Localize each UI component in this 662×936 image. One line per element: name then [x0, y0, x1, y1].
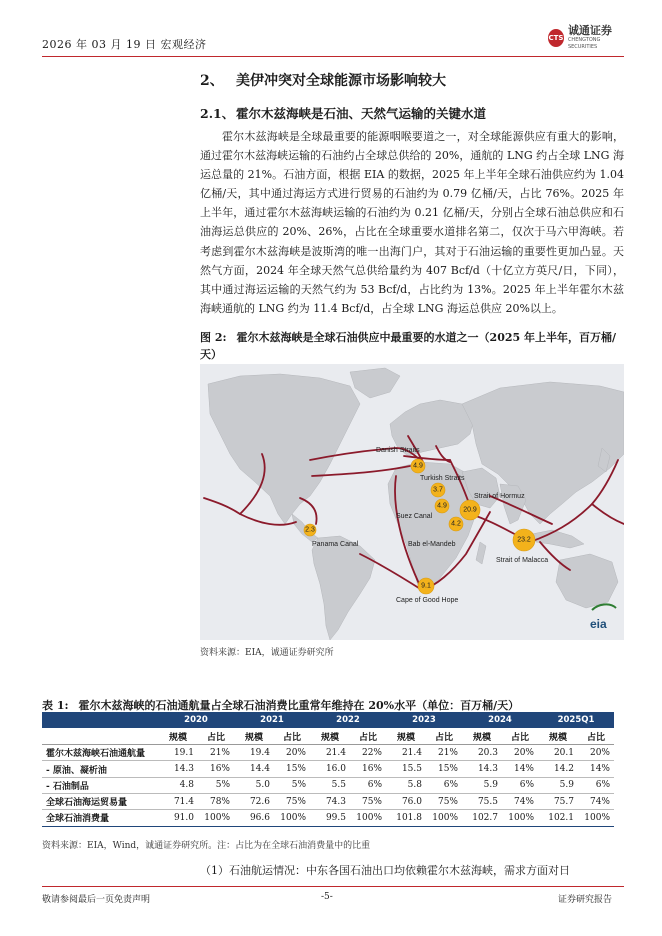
table-cell-share: 5% [215, 780, 230, 791]
table-cell-scale: 5.0 [255, 780, 270, 791]
table-cell-share: 20% [589, 747, 610, 758]
table-cell-scale: 20.3 [477, 747, 498, 758]
sub-header-scale: 规模 [234, 728, 274, 744]
table-cell-scale: 74.3 [325, 796, 346, 807]
table-row [42, 761, 614, 777]
land-madagascar [476, 542, 486, 564]
logo-badge-icon: CTS [548, 29, 564, 47]
table-cell-scale: 101.8 [396, 812, 422, 823]
paragraph-oil-shipping: （1）石油航运情况：中东各国石油出口均依赖霍尔木兹海峡，需求方面对日 [200, 864, 570, 877]
bubble-value-cape-of-good-hope: 9.1 [421, 582, 431, 590]
table-cell-scale: 75.7 [553, 796, 574, 807]
table-cell-share: 75% [285, 796, 306, 807]
table-cell-share: 75% [437, 796, 458, 807]
table-body [42, 745, 614, 826]
table-cell-scale: 71.4 [173, 796, 194, 807]
chokepoint-map [200, 364, 624, 640]
label-strait-of-malacca: Strait of Malacca [496, 557, 549, 564]
table-cell-share: 100% [584, 812, 610, 823]
sub-header-scale: 规模 [538, 728, 578, 744]
sub-header-share: 占比 [426, 728, 462, 744]
sub-header-scale: 规模 [462, 728, 502, 744]
section-number: 2、 [200, 73, 224, 89]
table-sub-header-blank [42, 728, 158, 744]
table-cell-scale: 19.4 [249, 747, 270, 758]
subsection-title: 霍尔木兹海峡是石油、天然气运输的关键水道 [236, 106, 487, 121]
table-header-blank [42, 712, 158, 728]
label-suez-canal: Suez Canal [396, 513, 433, 520]
bubble-value-danish-straits: 4.9 [413, 462, 423, 470]
table-cell-scale: 4.8 [179, 780, 194, 791]
figure-title: 霍尔木兹海峡是全球石油供应中最重要的水道之一（2025 年上半年，百万桶/天） [200, 331, 617, 361]
table-sub-header-row [42, 728, 614, 744]
year-header-2021: 2021 [234, 712, 310, 728]
table-cell-scale: 102.7 [472, 812, 498, 823]
table-row [42, 810, 614, 826]
label-danish-straits: Danish Straits [376, 447, 420, 454]
table-cell-scale: 96.6 [249, 812, 270, 823]
table-cell-share: 100% [356, 812, 382, 823]
page-number: -5- [321, 892, 333, 902]
table-cell-scale: 20.1 [553, 747, 574, 758]
land-south-america [312, 536, 375, 640]
footer-report-type: 证券研究报告 [558, 895, 613, 905]
table-row [42, 793, 614, 809]
table-cell-scale: 21.4 [401, 747, 422, 758]
table-cell-share: 6% [519, 780, 534, 791]
table-cell-share: 5% [291, 780, 306, 791]
subsection-number: 2.1、 [200, 106, 235, 121]
table-label: 表 1: [42, 699, 69, 712]
land-greenland [350, 368, 400, 398]
year-header-2022: 2022 [310, 712, 386, 728]
sub-header-share: 占比 [578, 728, 614, 744]
label-bab-el-mandeb: Bab el-Mandeb [408, 541, 456, 548]
subsection-heading [200, 104, 486, 122]
label-turkish-straits: Turkish Straits [420, 475, 465, 482]
table-cell-scale: 14.4 [249, 764, 270, 775]
table-cell-share: 22% [361, 747, 382, 758]
table-cell-scale: 91.0 [173, 812, 194, 823]
eia-logo-text: eia [590, 617, 607, 631]
sub-header-scale: 规模 [158, 728, 198, 744]
logo-name-en: CHENGTONG SECURITIES [567, 37, 601, 50]
table-cell-scale: 72.6 [249, 796, 270, 807]
label-strait-of-hormuz: Strait of Hormuz [474, 493, 525, 500]
logo-name-cn: 诚通证券 [567, 24, 612, 37]
bubble-value-strait-of-hormuz: 20.9 [463, 506, 477, 514]
table-cell-share: 20% [285, 747, 306, 758]
figure-label: 图 2: [200, 331, 227, 344]
table-source: 资料来源：EIA，Wind，诚通证券研究所。注：占比为在全球石油消费量中的比重 [42, 841, 371, 851]
table-row-label: 全球石油消费量 [46, 814, 110, 825]
table-cell-share: 100% [280, 812, 306, 823]
table-cell-scale: 5.8 [407, 780, 422, 791]
table-row-label: - 原油、凝析油 [46, 765, 107, 776]
year-header-2023: 2023 [386, 712, 462, 728]
table-cell-share: 15% [285, 764, 306, 775]
table-cell-scale: 5.9 [559, 780, 574, 791]
bubble-value-panama-canal: 2.3 [305, 526, 315, 534]
table-cell-share: 100% [432, 812, 458, 823]
sub-header-scale: 规模 [310, 728, 350, 744]
figure-source: 资料来源：EIA，诚通证券研究所 [200, 648, 334, 658]
bubble-value-suez-canal: 4.9 [437, 502, 447, 510]
figure-caption [200, 329, 624, 363]
table-cell-share: 14% [513, 764, 534, 775]
eia-logo [590, 604, 616, 631]
year-header-2025q1: 2025Q1 [538, 712, 614, 728]
table-cell-share: 100% [508, 812, 534, 823]
table-cell-scale: 19.1 [173, 747, 194, 758]
footer-divider [42, 886, 624, 887]
label-cape-of-good-hope: Cape of Good Hope [396, 597, 459, 604]
sub-header-share: 占比 [198, 728, 234, 744]
table-row-label: 霍尔木兹海峡石油通航量 [46, 749, 146, 760]
year-header-2020: 2020 [158, 712, 234, 728]
land-north-america [208, 374, 360, 524]
sub-header-share: 占比 [274, 728, 310, 744]
table-caption [42, 697, 624, 713]
bubble-value-turkish-straits: 3.7 [433, 486, 443, 494]
table-cell-share: 15% [437, 764, 458, 775]
header-divider [42, 56, 624, 57]
header-date-category: 2026 年 03 月 19 日 宏观经济 [42, 38, 207, 51]
table-cell-share: 21% [209, 747, 230, 758]
world-map-svg [200, 364, 624, 640]
table-cell-share: 6% [443, 780, 458, 791]
table-cell-share: 78% [209, 796, 230, 807]
table-cell-share: 75% [361, 796, 382, 807]
table-year-header-row [42, 712, 614, 728]
table-cell-share: 14% [589, 764, 610, 775]
table-cell-scale: 16.0 [325, 764, 346, 775]
section-title: 美伊冲突对全球能源市场影响较大 [236, 73, 446, 89]
land-australia [556, 554, 618, 608]
sub-header-share: 占比 [502, 728, 538, 744]
table-cell-share: 16% [361, 764, 382, 775]
route-pacific-west [592, 504, 624, 524]
table-row [42, 777, 614, 793]
table-cell-scale: 14.2 [553, 764, 574, 775]
table-cell-share: 20% [513, 747, 534, 758]
table-cell-scale: 102.1 [548, 812, 574, 823]
table-cell-scale: 21.4 [325, 747, 346, 758]
label-panama-canal: Panama Canal [312, 541, 359, 548]
table-cell-scale: 5.5 [331, 780, 346, 791]
table-cell-share: 6% [595, 780, 610, 791]
table-cell-scale: 99.5 [325, 812, 346, 823]
table-row-label: 全球石油海运贸易量 [46, 798, 128, 809]
year-header-2024: 2024 [462, 712, 538, 728]
table-cell-share: 16% [209, 764, 230, 775]
table-cell-share: 21% [437, 747, 458, 758]
table-cell-scale: 76.0 [401, 796, 422, 807]
table-title: 霍尔木兹海峡的石油通航量占全球石油消费比重常年维持在 20%水平（单位：百万桶/天） [78, 699, 520, 712]
table-cell-scale: 5.9 [483, 780, 498, 791]
sub-header-share: 占比 [350, 728, 386, 744]
hormuz-oil-table [42, 712, 614, 827]
bubble-value-strait-of-malacca: 23.2 [517, 536, 531, 544]
table-cell-scale: 75.5 [477, 796, 498, 807]
table-row [42, 745, 614, 761]
table-cell-share: 74% [513, 796, 534, 807]
table-row-label: - 石油制品 [46, 781, 89, 792]
table-cell-scale: 14.3 [477, 764, 498, 775]
bubble-value-bab-el-mandeb: 4.2 [451, 520, 461, 528]
footer-disclaimer: 敬请参阅最后一页免责声明 [42, 895, 151, 905]
table-cell-scale: 15.5 [401, 764, 422, 775]
paragraph-hormuz: 霍尔木兹海峡是全球最重要的能源咽喉要道之一，对全球能源供应有重大的影响，通过霍尔木兹海峡运输的石油约占全球总供给的 20%，通航的 LNG 约占全球 LNG 海运总量的 21%。石油方面，根据 EIA 的数据，2025 年上半年全球石油供应约为 1.04 亿桶/天，其中通过海运方式进行贸易的石油约为 0.79 亿桶/天，占比 76%。2025 年上半年，通过霍尔木兹海峡运输的石油约为 0.21 亿桶/天，分别占全球石油总供应和石油海运总供应的 20%、26%，占比在全球重要水道排名第二，仅次于马六甲海峡。若考虑到霍尔木兹海峡是波斯湾的唯一出海门户，其对于石油运输的重要性更加凸显。天然气方面，2024 年全球天然气总供给量约为 407 Bcf/d（十亿立方英尺/日，下同），其中通过海运运输的天然气约为 53 Bcf/d，占比约为 13%。2025 年上半年霍尔木兹海峡通航的 LNG 约为 11.4 Bcf/d，占全球 LNG 海运总供应 20%以上。 [200, 130, 624, 315]
sub-header-scale: 规模 [386, 728, 426, 744]
table-cell-share: 100% [204, 812, 230, 823]
table-cell-share: 74% [589, 796, 610, 807]
company-logo [548, 24, 624, 50]
table-cell-scale: 14.3 [173, 764, 194, 775]
table-cell-share: 6% [367, 780, 382, 791]
section-heading [200, 70, 446, 90]
